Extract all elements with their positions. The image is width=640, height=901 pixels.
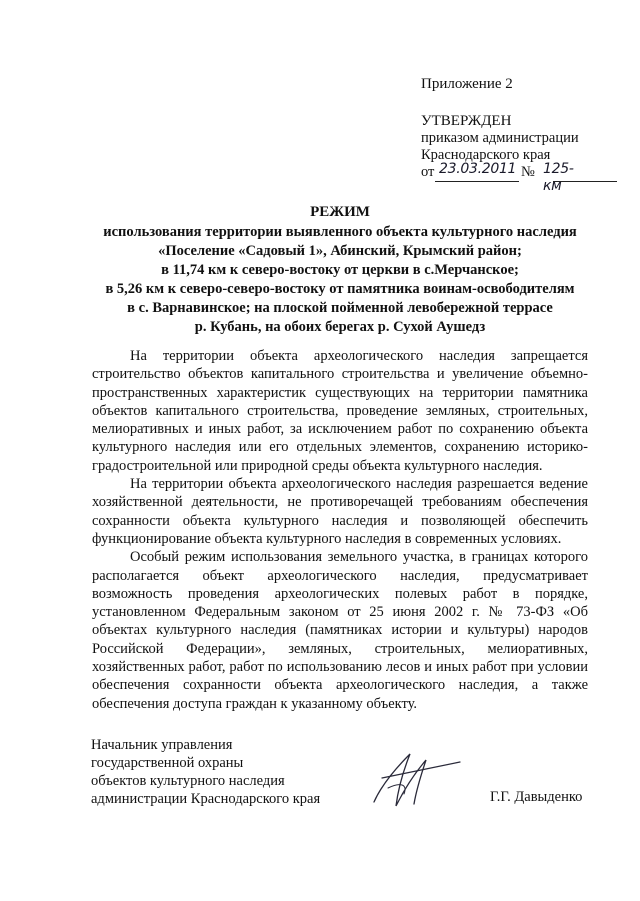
approved-label: УТВЕРЖДЕН (421, 113, 512, 129)
signatory-position (91, 736, 320, 808)
paragraph-2: На территории объекта археологического наследия разрешается ведение хозяйственной деятельности, не противоречащей требованиям обеспечения сохранности объекта культурного наследия и позволяющей обеспечить функционирование объекта культурного наследия в современных условиях. (92, 476, 588, 547)
approval-line-1: приказом администрации (421, 130, 579, 146)
title-line-5: в с. Варнавинское; на плоской пойменной левобережной террасе (127, 300, 553, 316)
document-title: РЕЖИМ (310, 204, 370, 220)
date-underline (435, 180, 625, 184)
position-line-4: администрации Краснодарского края (91, 791, 321, 807)
body-text (92, 347, 588, 713)
number-prefix: № (521, 164, 535, 180)
approval-line-2: Краснодарского края (421, 147, 551, 163)
title-line-3: в 11,74 км к северо-востоку от церкви в с.Мерчанское; (161, 262, 519, 278)
title-line-6: р. Кубань, на обоих берегах р. Сухой Аушедз (194, 319, 486, 335)
handwritten-date: 23.03.2011 (439, 161, 517, 177)
title-line-4: в 5,26 км к северо-северо-востоку от памятника воинам-освободителям (105, 281, 575, 297)
approval-date-line (421, 161, 579, 194)
approval-block (421, 76, 579, 194)
paragraph-1: На территории объекта археологического наследия запрещается строительство объектов капитального строительства и увеличение объемно-пространственных характеристик существующих на территории памятника объектов капитального строительства, проведение земляных, строительных, мелиоративных и иных работ, за исключением работ по сохранению объекта культурного наследия или его отдельных элементов, сохранению историко-градостроительной или природной среды объекта культурного наследия. (92, 348, 588, 474)
position-line-1: Начальник управления (91, 737, 233, 753)
position-line-2: государственной охраны (91, 755, 244, 771)
title-line-2: «Поселение «Садовый 1», Абинский, Крымский район; (158, 243, 522, 259)
handwritten-signature (352, 744, 472, 814)
position-line-3: объектов культурного наследия (91, 773, 285, 789)
handwritten-number: 125-км (543, 161, 574, 194)
paragraph-3: Особый режим использования земельного участка, в границах которого располагается объект археологического наследия, предусматривает возможность проведения археологических полевых работ в порядке, установленном Федеральным законом от 25 июня 2002 г. № 73-ФЗ «Об объектах культурного наследия (памятниках истории и культуры) народов Российской Федерации», земляных, строительных, мелиоративных, хозяйственных работ, работ по использованию лесов и иных работ при условии обеспечения сохранности объекта археологического наследия, а также обеспечения доступа граждан к указанному объекту. (92, 549, 588, 712)
signatory-name: Г.Г. Давыденко (490, 789, 583, 805)
title-line-1: использования территории выявленного объекта культурного наследия (103, 224, 577, 240)
appendix-label: Приложение 2 (421, 76, 513, 92)
date-prefix: от (421, 164, 435, 180)
